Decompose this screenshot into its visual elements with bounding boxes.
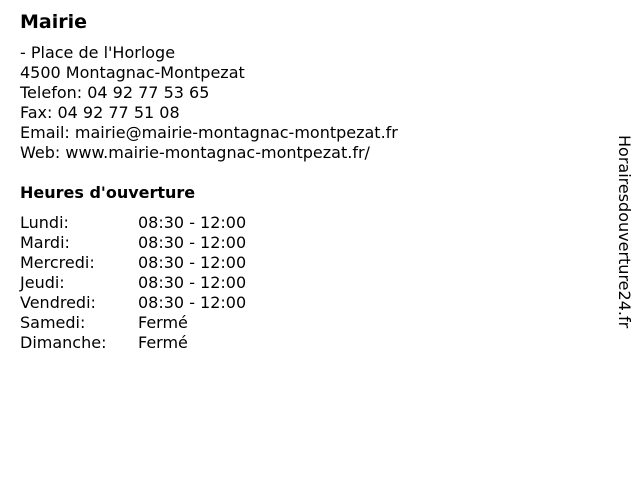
city-address: 4500 Montagnac-Montpezat <box>20 63 245 82</box>
time-value: 08:30 - 12:00 <box>138 293 247 312</box>
email-address: Email: mairie@mairie-montagnac-montpezat.fr <box>20 123 398 142</box>
day-label: Mardi: <box>20 233 70 252</box>
business-name: Mairie <box>20 11 88 33</box>
day-label: Jeudi: <box>20 273 65 292</box>
time-value: 08:30 - 12:00 <box>138 273 247 292</box>
time-value: Fermé <box>138 313 188 332</box>
time-value: Fermé <box>138 333 188 352</box>
time-value: 08:30 - 12:00 <box>138 233 247 252</box>
day-label: Dimanche: <box>20 333 107 352</box>
time-value: 08:30 - 12:00 <box>138 253 247 272</box>
day-label: Lundi: <box>20 213 69 232</box>
fax-number: Fax: 04 92 77 51 08 <box>20 103 180 122</box>
hours-row-mardi <box>20 233 246 253</box>
hours-row-vendredi <box>20 293 246 313</box>
hours-row-mercredi <box>20 253 246 273</box>
hours-table <box>20 213 246 353</box>
hours-row-jeudi <box>20 273 246 293</box>
hours-row-samedi <box>20 313 246 333</box>
day-label: Mercredi: <box>20 253 95 272</box>
website-address: Web: www.mairie-montagnac-montpezat.fr/ <box>20 143 370 162</box>
contact-block <box>20 43 398 163</box>
hours-row-lundi <box>20 213 246 233</box>
hours-heading: Heures d'ouverture <box>20 183 196 202</box>
time-value: 08:30 - 12:00 <box>138 213 247 232</box>
day-label: Samedi: <box>20 313 86 332</box>
day-label: Vendredi: <box>20 293 96 312</box>
phone-number: Telefon: 04 92 77 53 65 <box>20 83 210 102</box>
street-address: - Place de l'Horloge <box>20 43 176 62</box>
site-watermark: Horairesdouverture24.fr <box>615 135 634 329</box>
hours-row-dimanche <box>20 333 246 353</box>
